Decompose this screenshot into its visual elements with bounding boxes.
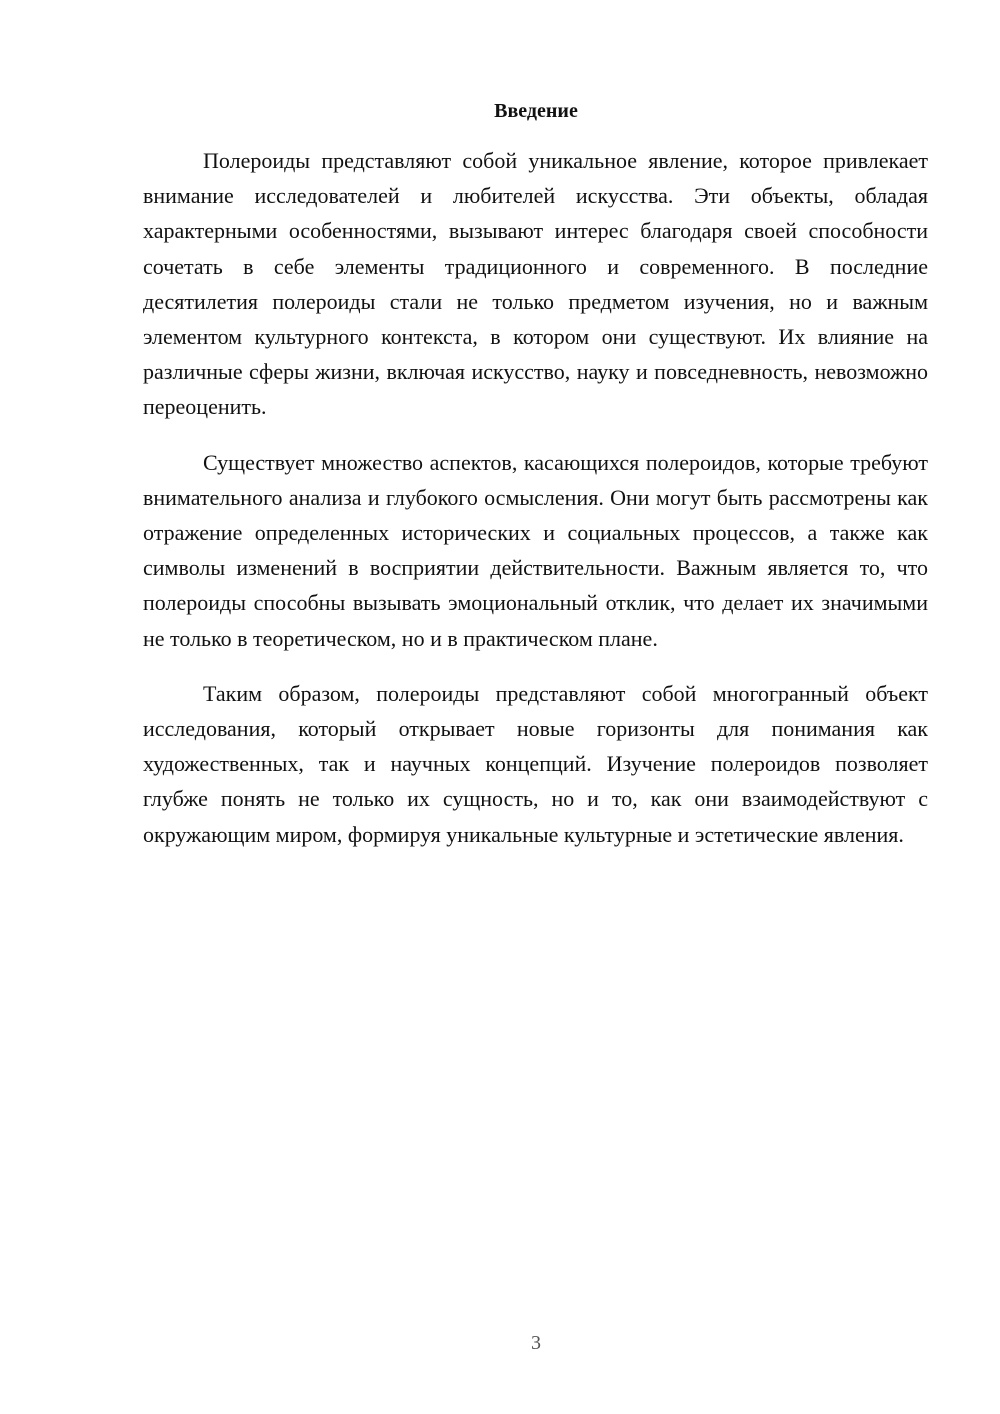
paragraph-2: Существует множество аспектов, касающихся полероидов, которые требуют внимательного анализа и глубокого осмысления. Они могут быть рассмотрены как отражение определенных исторических и социальных процессов, а также как символы изменений в восприятии действительности. Важным является то, что полероиды способны вызывать эмоциональный отклик, что делает их значимыми не только в теоретическом, но и в практическом плане. xyxy=(143,449,928,651)
paragraph-1: Полероиды представляют собой уникальное явление, которое привлекает внимание исследователей и любителей искусства. Эти объекты, обладая характерными особенностями, вызывают интерес благодаря своей способности сочетать в себе элементы традиционного и современного. В последние десятилетия полероиды стали не только предметом изучения, но и важным элементом культурного контекста, в котором они существуют. Их влияние на различные сферы жизни, включая искусство, науку и повседневность, невозможно переоценить. xyxy=(143,148,928,420)
body-text xyxy=(143,143,928,872)
page-number: 3 xyxy=(531,1332,541,1354)
paragraph-3: Таким образом, полероиды представляют собой многогранный объект исследования, который открывает новые горизонты для понимания как художественных, так и научных концепций. Изучение полероидов позволяет глубже понять не только их сущность, но и то, как они взаимодействуют с окружающим миром, формируя уникальные культурные и эстетические явления. xyxy=(143,680,928,847)
page-heading: Введение xyxy=(494,100,578,122)
